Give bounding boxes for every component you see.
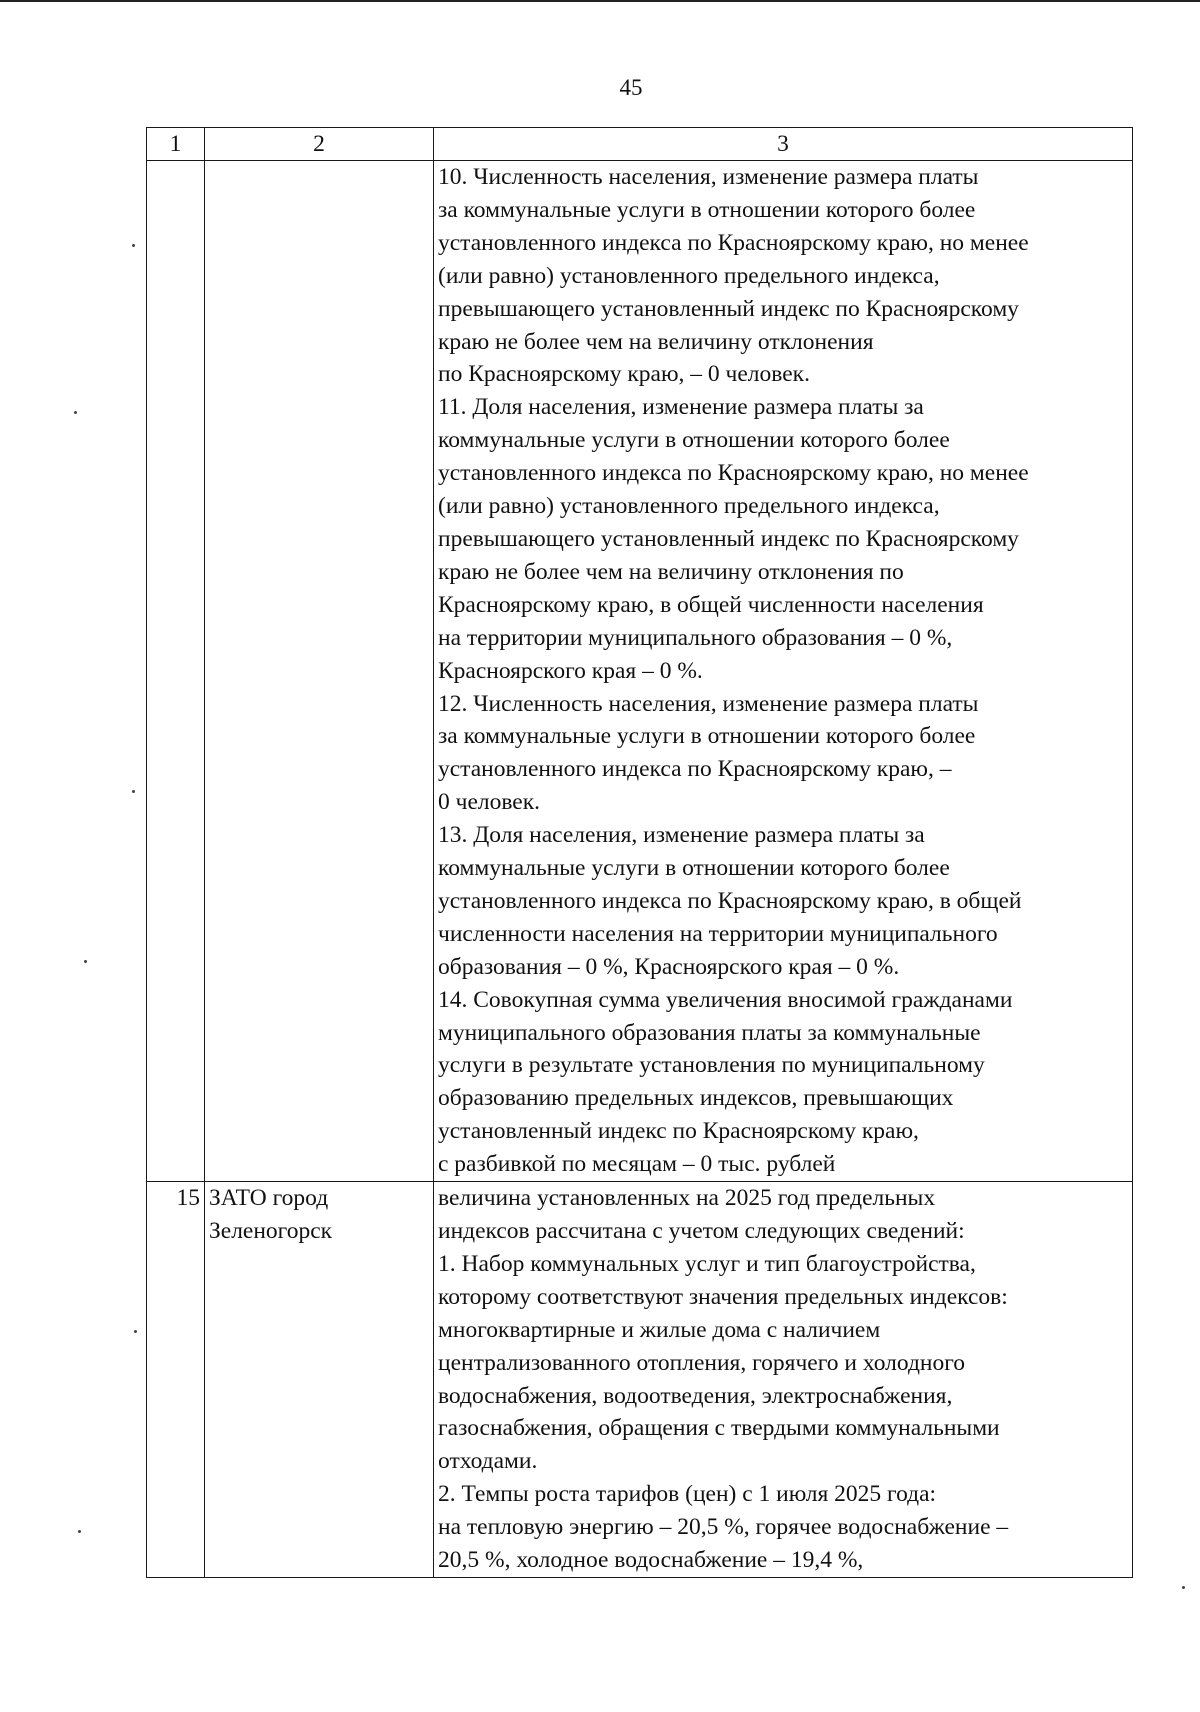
text-line: установленного индекса по Красноярскому краю, но менее <box>438 229 1029 256</box>
table-row <box>147 161 1133 1182</box>
text-line: 10. Численность населения, изменение размера платы <box>438 164 979 190</box>
text-line: краю не более чем на величину отклонения по <box>438 558 904 585</box>
municipality-cell <box>205 161 434 1182</box>
scan-speck <box>74 411 77 414</box>
text-line: 20,5 %, холодное водоснабжение – 19,4 %, <box>438 1547 864 1574</box>
text-line: Красноярского края – 0 %. <box>438 657 703 684</box>
text-line: муниципального образования платы за коммунальные <box>438 1019 981 1046</box>
text-line: установленный индекс по Красноярскому краю, <box>438 1118 919 1145</box>
text-line: величина установленных на 2025 год предельных <box>438 1185 936 1212</box>
text-line: за коммунальные услуги в отношении которого более <box>438 723 976 750</box>
scan-speck <box>132 790 135 793</box>
text-line: услуги в результате установления по муниципальному <box>438 1052 985 1079</box>
text-line: 12. Численность населения, изменение размера платы <box>438 690 979 717</box>
text-line: 13. Доля населения, изменение размера платы за <box>438 822 925 849</box>
text-line: установленного индекса по Красноярскому краю, но менее <box>438 460 1029 487</box>
page-number: 45 <box>619 75 643 100</box>
municipality-cell <box>205 1182 434 1578</box>
row-number-cell: 15 <box>147 1182 205 1578</box>
text-line: ЗАТО город <box>209 1185 329 1212</box>
text-line: отходами. <box>438 1448 538 1475</box>
text-line: образованию предельных индексов, превышающих <box>438 1085 954 1112</box>
text-line: установленного индекса по Красноярскому краю, – <box>438 756 952 783</box>
text-line: газоснабжения, обращения с твердыми коммунальными <box>438 1415 1000 1442</box>
document-table <box>146 127 1133 1578</box>
scan-speck <box>78 1530 81 1533</box>
table-header-row <box>147 128 1133 161</box>
text-line: на тепловую энергию – 20,5 %, горячее водоснабжение – <box>438 1514 1009 1541</box>
text-line: образования – 0 %, Красноярского края – 0 %. <box>438 953 900 980</box>
text-line: краю не более чем на величину отклонения <box>438 328 874 355</box>
text-line: за коммунальные услуги в отношении которого более <box>438 196 976 223</box>
column-header-municipality: 2 <box>205 128 434 161</box>
text-line: Зеленогорск <box>209 1218 333 1244</box>
text-line: с разбивкой по месяцам – 0 тыс. рублей <box>438 1151 836 1178</box>
text-line: многоквартирные и жилые дома с наличием <box>438 1316 881 1343</box>
text-line: 14. Совокупная сумма увеличения вносимой гражданами <box>438 986 1013 1013</box>
text-line: водоснабжения, водоотведения, электроснабжения, <box>438 1382 953 1409</box>
text-line: которому соответствуют значения предельных индексов: <box>438 1283 1008 1310</box>
text-line: коммунальные услуги в отношении которого более <box>438 427 950 454</box>
scan-top-edge <box>0 0 1200 2</box>
text-line: (или равно) установленного предельного индекса, <box>438 493 940 520</box>
scan-speck <box>134 1330 137 1333</box>
text-line: численности населения на территории муниципального <box>438 920 998 947</box>
scan-speck <box>1182 1586 1185 1589</box>
text-line: (или равно) установленного предельного индекса, <box>438 262 940 289</box>
text-line: превышающего установленный индекс по Красноярскому <box>438 525 1019 552</box>
scan-speck <box>132 244 135 247</box>
text-line: 2. Темпы роста тарифов (цен) с 1 июля 2025 года: <box>438 1481 937 1508</box>
text-line: Красноярскому краю, в общей численности населения <box>438 591 984 618</box>
text-line: 11. Доля населения, изменение размера платы за <box>438 394 924 421</box>
row-number-cell <box>147 161 205 1182</box>
text-line: на территории муниципального образования – 0 %, <box>438 624 953 651</box>
text-line: установленного индекса по Красноярскому краю, в общей <box>438 887 1022 914</box>
text-line: превышающего установленный индекс по Красноярскому <box>438 295 1019 322</box>
table-row <box>147 1182 1133 1578</box>
column-header-description: 3 <box>434 128 1133 161</box>
text-line: централизованного отопления, горячего и холодного <box>438 1349 966 1376</box>
column-header-number: 1 <box>147 128 205 161</box>
text-line: индексов рассчитана с учетом следующих сведений: <box>438 1218 965 1244</box>
scan-speck <box>84 960 87 963</box>
description-cell <box>434 161 1133 1182</box>
text-line: 0 человек. <box>438 789 541 816</box>
text-line: 1. Набор коммунальных услуг и тип благоустройства, <box>438 1250 976 1277</box>
text-line: коммунальные услуги в отношении которого более <box>438 855 950 882</box>
text-line: по Красноярскому краю, – 0 человек. <box>438 361 810 388</box>
description-cell <box>434 1182 1133 1578</box>
